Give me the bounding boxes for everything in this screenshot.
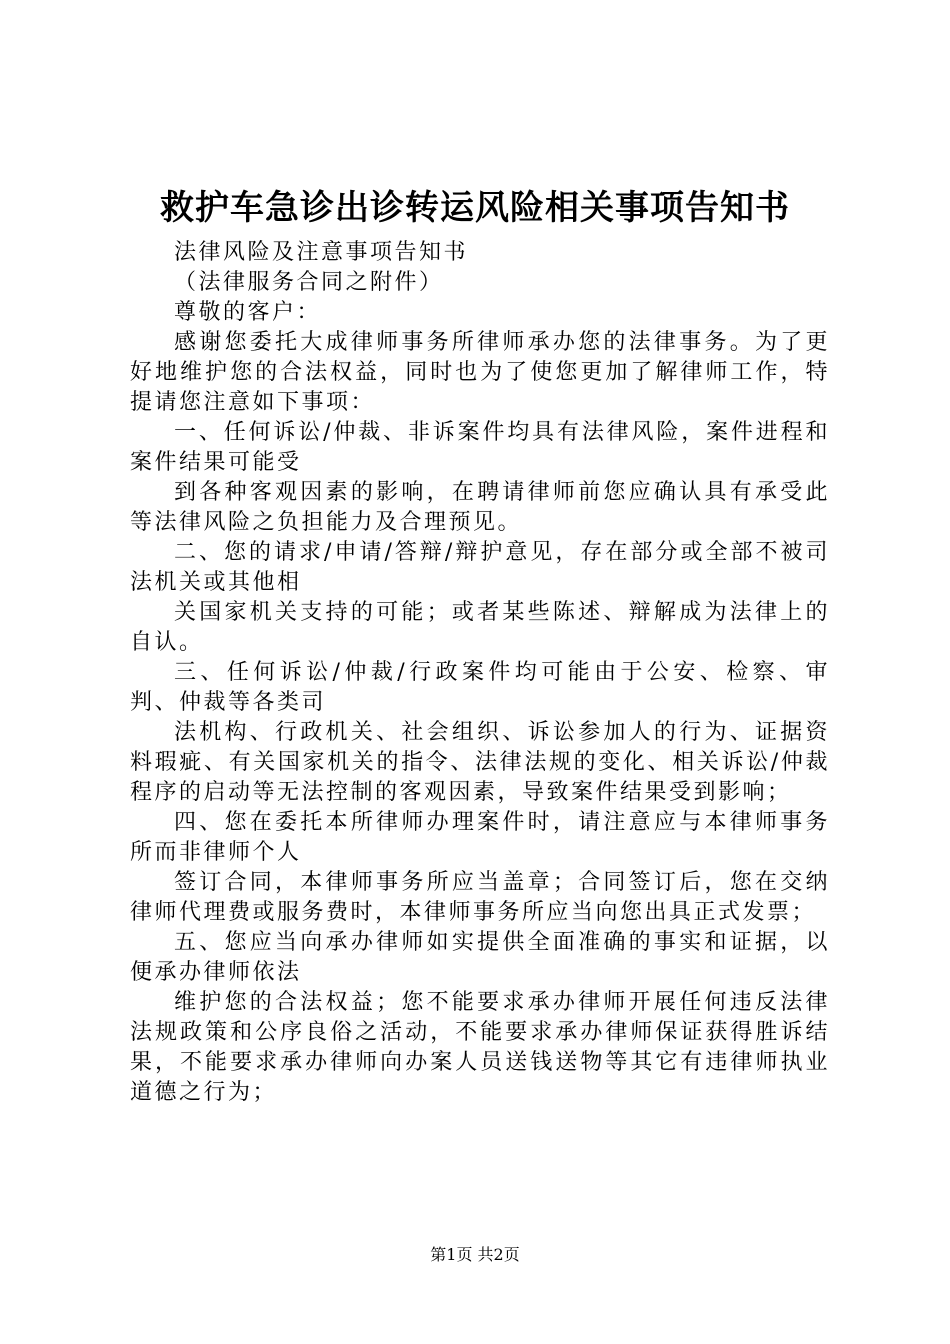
paragraph-subtitle: 法律风险及注意事项告知书 — [174, 240, 469, 265]
paragraph-item-1-cont: 到各种客观因素的影响，在聘请律师前您应确认具有承受此等法律风险之负担能力及合理预见。 — [130, 480, 830, 535]
paragraph-annex-note: （法律服务合同之附件） — [174, 270, 444, 295]
paragraph-item-5-cont: 维护您的合法权益；您不能要求承办律师开展任何违反法律法规政策和公序良俗之活动，不能要求承办律师保证获得胜诉结果，不能要求承办律师向办案人员送钱送物等其它有违律师执业道德之行为； — [130, 990, 830, 1105]
paragraph-item-3: 三、任何诉讼/仲裁/行政案件均可能由于公安、检察、审判、仲裁等各类司 — [130, 660, 830, 715]
paragraph-item-5: 五、您应当向承办律师如实提供全面准确的事实和证据，以便承办律师依法 — [130, 930, 830, 985]
page-footer: 第1页 共2页 — [430, 1245, 520, 1264]
paragraph-item-3-cont: 法机构、行政机关、社会组织、诉讼参加人的行为、证据资料瑕疵、有关国家机关的指令、法律法规的变化、相关诉讼/仲裁程序的启动等无法控制的客观因素，导致案件结果受到影响； — [130, 720, 830, 805]
paragraph-item-2-cont: 关国家机关支持的可能；或者某些陈述、辩解成为法律上的自认。 — [130, 600, 830, 655]
paragraph-salutation: 尊敬的客户： — [174, 300, 322, 325]
paragraph-item-1: 一、任何诉讼/仲裁、非诉案件均具有法律风险，案件进程和案件结果可能受 — [130, 420, 830, 475]
paragraph-intro: 感谢您委托大成律师事务所律师承办您的法律事务。为了更好地维护您的合法权益，同时也为了使您更加了解律师工作，特提请您注意如下事项： — [130, 330, 830, 415]
paragraph-item-4: 四、您在委托本所律师办理案件时，请注意应与本律师事务所而非律师个人 — [130, 810, 830, 865]
page-title: 救护车急诊出诊转运风险相关事项告知书 — [160, 188, 790, 228]
paragraph-item-4-cont: 签订合同，本律师事务所应当盖章；合同签订后，您在交纳律师代理费或服务费时，本律师事务所应当向您出具正式发票； — [130, 870, 830, 925]
paragraph-item-2: 二、您的请求/申请/答辩/辩护意见，存在部分或全部不被司法机关或其他相 — [130, 540, 830, 595]
document-body — [130, 238, 830, 1108]
